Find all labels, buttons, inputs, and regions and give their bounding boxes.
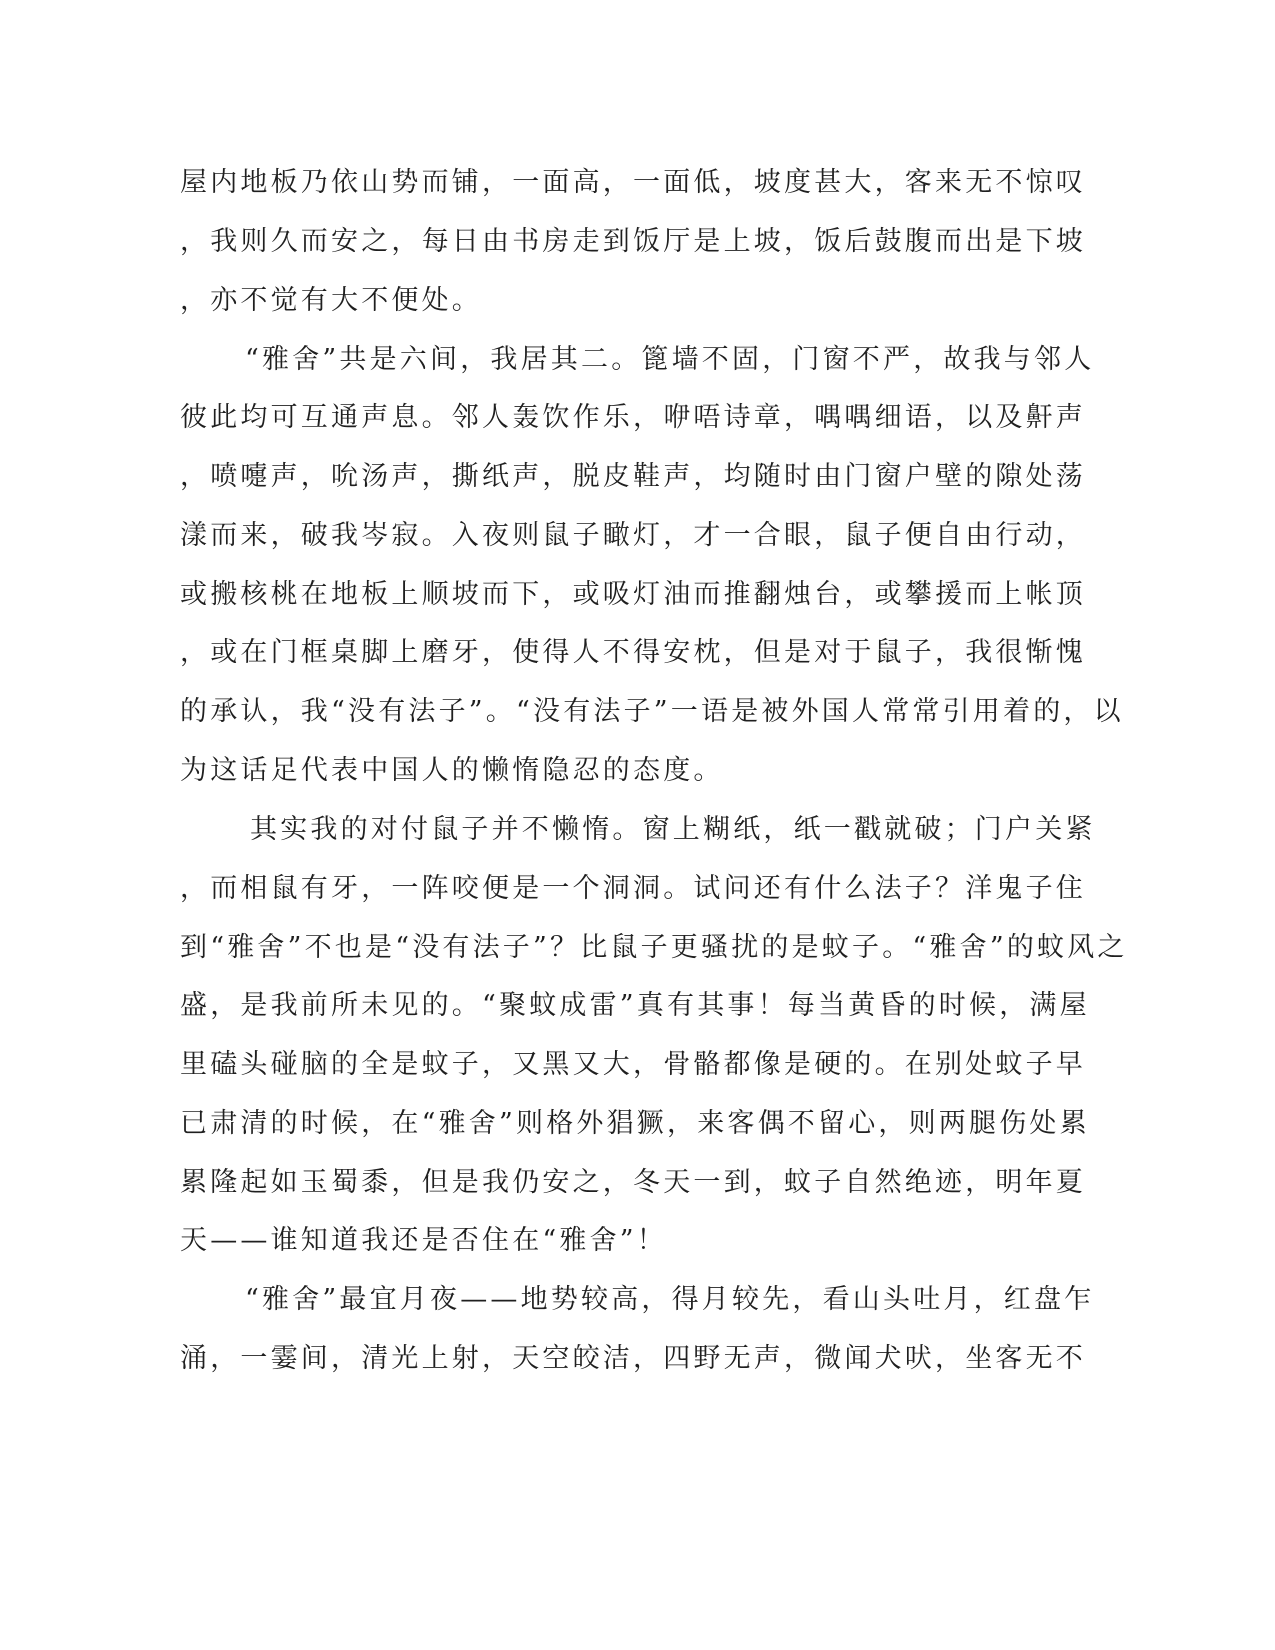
text-line: 彼此均可互通声息。邻人轰饮作乐，咿唔诗章，喁喁细语，以及鼾声	[180, 402, 1086, 433]
text-line: ，亦不觉有大不便处。	[180, 285, 482, 316]
text-line: ，我则久而安之，每日由书房走到饭厅是上坡，饭后鼓腹而出是下坡	[180, 226, 1086, 257]
text-line: 到“雅舍”不也是“没有法子”？比鼠子更骚扰的是蚊子。“雅舍”的蚊风之	[180, 932, 1128, 963]
text-line: 的承认，我“没有法子”。“没有法子”一语是被外国人常常引用着的，以	[180, 696, 1124, 727]
text-line: 涌，一霎间，清光上射，天空皎洁，四野无声，微闻犬吠，坐客无不	[180, 1343, 1086, 1374]
text-line: ，而相鼠有牙，一阵咬便是一个洞洞。试问还有什么法子？洋鬼子住	[180, 873, 1086, 904]
text-line: 里磕头碰脑的全是蚊子，又黑又大，骨骼都像是硬的。在别处蚊子早	[180, 1049, 1086, 1080]
text-line: 漾而来，破我岑寂。入夜则鼠子瞰灯，才一合眼，鼠子便自由行动，	[180, 520, 1086, 551]
paragraph-start-line: “雅舍”最宜月夜——地势较高，得月较先，看山头吐月，红盘乍	[245, 1284, 1095, 1315]
text-line: 天——谁知道我还是否住在“雅舍”！	[180, 1225, 668, 1256]
text-line: 为这话足代表中国人的懒惰隐忍的态度。	[180, 755, 724, 786]
text-line: 或搬核桃在地板上顺坡而下，或吸灯油而推翻烛台，或攀援而上帐顶	[180, 579, 1086, 610]
text-line: 已肃清的时候，在“雅舍”则格外猖獗，来客偶不留心，则两腿伤处累	[180, 1108, 1090, 1139]
text-line: ，或在门框桌脚上磨牙，使得人不得安枕，但是对于鼠子，我很惭愧	[180, 637, 1086, 668]
paragraph-start-line: “雅舍”共是六间，我居其二。篦墙不固，门窗不严，故我与邻人	[245, 344, 1095, 375]
text-line: 屋内地板乃依山势而铺，一面高，一面低，坡度甚大，客来无不惊叹	[180, 167, 1086, 198]
text-line: ，喷嚏声，吮汤声，撕纸声，脱皮鞋声，均随时由门窗户壁的隙处荡	[180, 461, 1086, 492]
text-line: 累隆起如玉蜀黍，但是我仍安之，冬天一到，蚊子自然绝迹，明年夏	[180, 1167, 1086, 1198]
paragraph-start-line: 其实我的对付鼠子并不懒惰。窗上糊纸，纸一戳就破；门户关紧	[250, 814, 1096, 845]
text-line: 盛，是我前所未见的。“聚蚊成雷”真有其事！每当黄昏的时候，满屋	[180, 990, 1090, 1021]
